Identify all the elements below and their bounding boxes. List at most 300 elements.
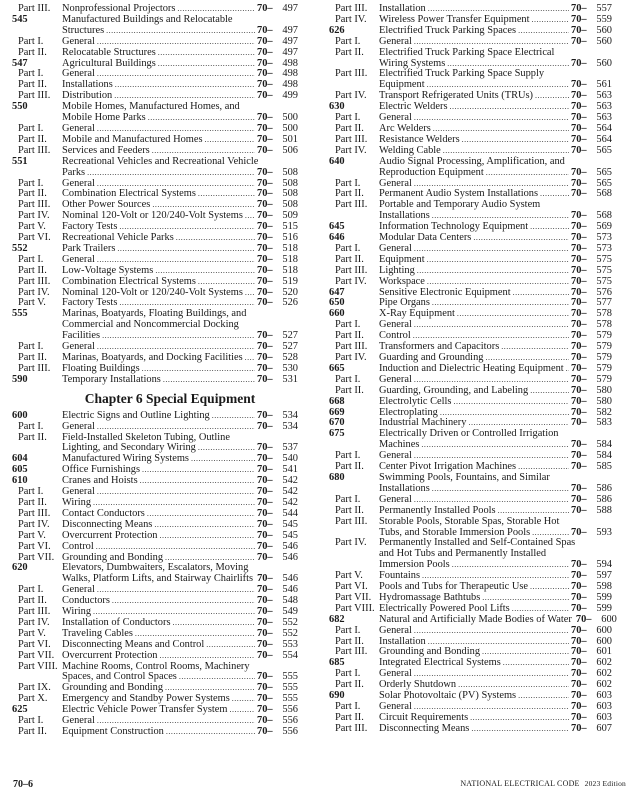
page-prefix: 70–	[571, 384, 587, 396]
title-line: Guarding, Grounding, and Labeling	[379, 384, 529, 396]
title-line: General	[379, 493, 412, 505]
page-reference[interactable]	[571, 397, 612, 408]
page-prefix: 70–	[571, 308, 587, 320]
title-line: Elevators, Dumbwaiters, Escalators, Moving	[62, 562, 249, 574]
page-reference[interactable]	[571, 277, 612, 288]
toc-part-entry[interactable]	[12, 618, 298, 629]
article-number: 630	[329, 101, 345, 113]
page-prefix: 70–	[257, 24, 273, 36]
dot-leader	[115, 80, 255, 91]
article-number: 675	[329, 428, 345, 440]
page-prefix: 70–	[257, 3, 273, 14]
toc-part-entry[interactable]	[12, 509, 298, 520]
toc-part-entry[interactable]	[12, 37, 298, 48]
title-line: Manufactured Wiring Systems	[62, 453, 189, 465]
dot-leader	[117, 244, 255, 255]
page-prefix: 70–	[571, 679, 587, 691]
page-number-ref: 506	[282, 144, 298, 156]
page-prefix: 70–	[257, 595, 273, 607]
part-label: Part I.	[18, 715, 44, 727]
page-prefix: 70–	[257, 166, 273, 178]
entry-title	[62, 651, 298, 662]
edition-label: 2023 Edition	[584, 779, 626, 788]
page-prefix: 70–	[571, 341, 587, 353]
title-line: Marinas, Boatyards, Floating Buildings, and	[62, 308, 247, 320]
title-line: Lighting	[379, 264, 415, 276]
page-reference[interactable]	[257, 422, 298, 433]
dot-leader	[158, 48, 255, 59]
toc-article-entry[interactable]	[329, 309, 612, 320]
page-prefix: 70–	[571, 253, 587, 265]
part-label: Part I.	[18, 341, 44, 353]
page-reference[interactable]	[257, 553, 298, 564]
toc-article-entry[interactable]	[329, 691, 612, 702]
page-number-ref: 546	[282, 540, 298, 552]
page-number-ref: 563	[596, 112, 612, 124]
page-number-ref: 580	[596, 395, 612, 407]
page-prefix: 70–	[571, 570, 587, 582]
page-reference[interactable]	[257, 411, 298, 422]
article-number: 625	[12, 704, 28, 716]
page-reference[interactable]	[571, 168, 612, 179]
part-label: Part I.	[18, 584, 44, 596]
page-number-ref: 579	[596, 330, 612, 342]
page-number-ref: 600	[596, 624, 612, 636]
title-line: Industrial Machinery	[379, 417, 467, 429]
toc-part-entry[interactable]	[329, 124, 612, 135]
toc-article-entry[interactable]	[329, 473, 612, 495]
toc-part-entry[interactable]	[329, 37, 612, 48]
title-line: Facilities	[62, 330, 101, 342]
page-number-ref: 546	[282, 551, 298, 563]
dot-leader	[513, 288, 569, 299]
toc-part-entry[interactable]	[329, 244, 612, 255]
page-prefix: 70–	[257, 362, 273, 374]
page-reference[interactable]	[571, 724, 612, 735]
page-number-ref: 580	[596, 384, 612, 396]
page-number-ref: 508	[282, 177, 298, 189]
toc-article-entry[interactable]	[12, 454, 298, 465]
article-number: 640	[329, 155, 345, 167]
toc-part-entry[interactable]	[12, 487, 298, 498]
toc-article-entry[interactable]	[329, 613, 617, 626]
page-prefix: 70–	[257, 144, 273, 156]
page-prefix: 70–	[257, 57, 273, 69]
page-reference[interactable]	[571, 528, 612, 539]
title-line: Wireless Power Transfer Equipment	[379, 13, 530, 25]
part-label: Part III.	[335, 68, 368, 80]
page-reference[interactable]	[257, 651, 298, 662]
dot-leader	[414, 320, 569, 331]
toc-article-entry[interactable]	[329, 233, 612, 244]
page-number-ref: 540	[282, 453, 298, 465]
title-line: Orderly Shutdown	[379, 679, 457, 691]
title-line: Electrified Truck Parking Space Supply	[379, 68, 545, 80]
title-line: General	[62, 486, 95, 498]
part-label: Part I.	[335, 450, 361, 462]
title-line: General	[379, 35, 412, 47]
part-label: Part III.	[335, 341, 368, 353]
toc-part-entry[interactable]	[329, 386, 612, 397]
dot-leader	[518, 691, 569, 702]
toc-part-entry[interactable]	[329, 255, 612, 266]
title-line: Integrated Electrical Systems	[379, 657, 501, 669]
part-label: Part II.	[335, 635, 364, 647]
title-line: Electrically Driven or Controlled Irrigation	[379, 428, 559, 440]
page-prefix: 70–	[571, 450, 587, 462]
dot-leader	[198, 443, 255, 454]
page-number-ref: 561	[596, 79, 612, 91]
toc-article-entry[interactable]	[329, 429, 612, 451]
page-prefix: 70–	[257, 68, 273, 80]
entry-title	[62, 375, 298, 386]
part-label: Part II.	[18, 264, 47, 276]
page-prefix: 70–	[257, 584, 273, 596]
page-number-ref: 526	[282, 297, 298, 309]
toc-part-entry[interactable]	[12, 69, 298, 80]
title-line: General	[62, 420, 95, 432]
title-line: Grounding and Bonding	[379, 646, 481, 658]
page-reference[interactable]	[257, 277, 298, 288]
title-line: Commercial and Noncommercial Docking	[62, 319, 239, 331]
page-reference[interactable]	[257, 531, 298, 542]
title-line: Portable and Temporary Audio System	[379, 199, 541, 211]
page-number-ref: 584	[596, 450, 612, 462]
page-prefix: 70–	[257, 297, 273, 309]
toc-article-entry[interactable]	[12, 102, 298, 124]
page-prefix: 70–	[257, 496, 273, 508]
page-number-ref: 518	[282, 242, 298, 254]
title-line: Factory Tests	[62, 221, 118, 233]
page-prefix: 70–	[257, 210, 273, 222]
dot-leader	[206, 640, 255, 651]
article-number: 545	[12, 13, 28, 25]
dot-leader	[566, 364, 569, 375]
article-number: 690	[329, 690, 345, 702]
title-line: Grounding and Bonding	[62, 682, 164, 694]
title-line: General	[379, 242, 412, 254]
page-prefix: 70–	[257, 616, 273, 628]
dot-leader	[160, 651, 256, 662]
page-number-ref: 586	[596, 493, 612, 505]
page-prefix: 70–	[257, 275, 273, 287]
toc-part-entry[interactable]	[329, 702, 612, 713]
page-reference[interactable]	[257, 375, 298, 386]
page-number-ref: 575	[596, 253, 612, 265]
toc-part-entry[interactable]	[12, 288, 298, 299]
title-line: Wiring	[62, 606, 92, 618]
page-number-ref: 552	[282, 616, 298, 628]
article-number: 680	[329, 471, 345, 483]
part-label: Part V.	[18, 529, 46, 541]
part-label: Part VIII.	[18, 660, 58, 672]
toc-part-entry[interactable]	[329, 266, 612, 277]
part-label: Part II.	[335, 461, 364, 473]
toc-article-entry[interactable]	[329, 26, 612, 37]
article-number: 604	[12, 453, 28, 465]
dot-leader	[530, 386, 569, 397]
page-number-ref: 534	[282, 409, 298, 421]
page-reference[interactable]	[257, 37, 298, 48]
page-prefix: 70–	[571, 319, 587, 331]
toc-part-entry[interactable]	[12, 422, 298, 433]
toc-article-entry[interactable]	[12, 563, 298, 585]
article-number: 551	[12, 155, 28, 167]
page-reference[interactable]	[571, 626, 612, 637]
page-number-ref: 508	[282, 199, 298, 211]
part-label: Part III.	[335, 199, 368, 211]
toc-part-entry[interactable]	[329, 200, 612, 222]
title-line: General	[62, 68, 95, 80]
dot-leader	[245, 353, 255, 364]
article-number: 647	[329, 286, 345, 298]
page-reference[interactable]	[571, 37, 612, 48]
page-reference[interactable]	[571, 462, 612, 473]
toc-article-entry[interactable]	[12, 59, 298, 70]
part-label: Part III.	[335, 515, 368, 527]
title-line: Contact Conductors	[62, 507, 145, 519]
dot-leader	[414, 37, 569, 48]
page-prefix: 70–	[571, 581, 587, 593]
page-prefix: 70–	[257, 90, 273, 102]
toc-article-entry[interactable]	[329, 102, 612, 113]
part-label: Part I.	[18, 420, 44, 432]
title-line: Other Power Sources	[62, 199, 151, 211]
page-prefix: 70–	[257, 420, 273, 432]
title-line: Mobile Home Parks	[62, 112, 146, 124]
page-prefix: 70–	[571, 417, 587, 429]
toc-part-entry[interactable]	[12, 189, 298, 200]
title-line: Equipment	[379, 79, 425, 91]
part-label: Part IV.	[335, 90, 367, 102]
toc-part-entry[interactable]	[12, 596, 298, 607]
toc-part-entry[interactable]	[12, 233, 298, 244]
toc-part-entry[interactable]	[12, 662, 298, 684]
page-number-ref: 602	[596, 668, 612, 680]
dot-leader	[97, 422, 255, 433]
page-reference[interactable]	[257, 298, 298, 309]
article-number: 550	[12, 101, 28, 113]
page-prefix: 70–	[257, 221, 273, 233]
page-reference[interactable]	[257, 542, 298, 553]
toc-part-entry[interactable]	[329, 135, 612, 146]
toc-article-entry[interactable]	[12, 375, 298, 386]
title-line: Mobile Homes, Manufactured Homes, and	[62, 101, 240, 113]
part-label: Part II.	[335, 384, 364, 396]
page-reference[interactable]	[571, 418, 612, 429]
page-number-ref: 597	[596, 570, 612, 582]
toc-part-entry[interactable]	[329, 320, 612, 331]
page-number-ref: 583	[596, 417, 612, 429]
page-number-ref: 555	[282, 671, 298, 683]
toc-part-entry[interactable]	[12, 255, 298, 266]
page-prefix: 70–	[257, 373, 273, 385]
toc-article-entry[interactable]	[12, 411, 298, 422]
entry-title	[379, 48, 612, 70]
toc-article-entry[interactable]	[12, 476, 298, 487]
page-prefix: 70–	[571, 3, 587, 14]
toc-part-entry[interactable]	[329, 506, 612, 517]
toc-part-entry[interactable]	[12, 531, 298, 542]
toc-article-entry[interactable]	[12, 309, 298, 342]
title-line: Welding Cable	[379, 144, 441, 156]
title-line: Grounding and Bonding	[62, 551, 164, 563]
toc-part-entry[interactable]	[329, 113, 612, 124]
toc-article-entry[interactable]	[12, 465, 298, 476]
article-number: 552	[12, 242, 28, 254]
toc-part-entry[interactable]	[12, 498, 298, 509]
title-line: General	[62, 35, 95, 47]
toc-part-entry[interactable]	[329, 538, 612, 571]
page-number-ref: 569	[596, 221, 612, 233]
page-reference[interactable]	[571, 506, 612, 517]
title-line: Low-Voltage Systems	[62, 264, 154, 276]
page-number-ref: 534	[282, 420, 298, 432]
article-number: 555	[12, 308, 28, 320]
part-label: Part VI.	[18, 540, 51, 552]
toc-article-entry[interactable]	[329, 288, 612, 299]
page-number-ref: 501	[282, 133, 298, 145]
toc-article-entry[interactable]	[329, 157, 612, 179]
page-reference[interactable]	[571, 59, 612, 70]
page-prefix: 70–	[257, 649, 273, 661]
toc-left-column	[12, 4, 298, 738]
page-number-ref: 499	[282, 90, 298, 102]
dot-leader	[432, 484, 569, 495]
part-label: Part III.	[335, 264, 368, 276]
page-number-ref: 498	[282, 79, 298, 91]
page-number-ref: 556	[282, 726, 298, 737]
toc-part-entry[interactable]	[329, 669, 612, 680]
page-number-ref: 593	[596, 526, 612, 538]
page-number-ref: 585	[596, 461, 612, 473]
toc-part-entry[interactable]	[12, 135, 298, 146]
page-reference[interactable]	[571, 386, 612, 397]
toc-part-entry[interactable]	[329, 91, 612, 102]
toc-article-entry[interactable]	[329, 364, 612, 375]
page-number-ref: 579	[596, 362, 612, 374]
title-line: Park Trailers	[62, 242, 116, 254]
page-prefix: 70–	[257, 253, 273, 265]
part-label: Part III.	[18, 199, 51, 211]
toc-article-entry[interactable]	[12, 244, 298, 255]
title-line: Services and Feeders	[62, 144, 150, 156]
title-line: Conductors	[62, 595, 110, 607]
toc-article-entry[interactable]	[329, 408, 612, 419]
title-line: Electrolytic Cells	[379, 395, 452, 407]
page-prefix: 70–	[571, 690, 587, 702]
page-reference[interactable]	[571, 189, 612, 200]
toc-part-entry[interactable]	[12, 80, 298, 91]
part-label: Part I.	[335, 668, 361, 680]
article-number: 600	[12, 409, 28, 421]
toc-part-entry[interactable]	[329, 48, 612, 70]
page-reference[interactable]	[257, 48, 298, 59]
toc-part-entry[interactable]	[329, 517, 612, 539]
toc-part-entry[interactable]	[329, 626, 612, 637]
part-label: Part VI.	[18, 638, 51, 650]
title-line: Modular Data Centers	[379, 232, 472, 244]
toc-article-entry[interactable]	[12, 157, 298, 179]
page-number-ref: 600	[596, 635, 612, 647]
toc-part-entry[interactable]	[329, 724, 612, 735]
toc-part-entry[interactable]	[329, 713, 612, 724]
page-number-ref: 497	[282, 35, 298, 47]
part-label: Part III.	[335, 133, 368, 145]
toc-article-entry[interactable]	[12, 15, 298, 37]
page-number-ref: 542	[282, 486, 298, 498]
page-prefix: 70–	[571, 406, 587, 418]
page-reference[interactable]	[257, 146, 298, 157]
page-reference[interactable]	[257, 91, 298, 102]
dot-leader	[147, 509, 255, 520]
toc-article-entry[interactable]	[329, 298, 612, 309]
page-reference[interactable]	[257, 727, 298, 738]
toc-part-entry[interactable]	[329, 277, 612, 288]
page-prefix: 70–	[571, 122, 587, 134]
entry-title	[62, 48, 298, 59]
toc-part-entry[interactable]	[329, 69, 612, 91]
title-line: Control	[62, 540, 94, 552]
toc-article-entry[interactable]	[12, 705, 298, 716]
part-label: Part III.	[18, 275, 51, 287]
page-prefix: 70–	[257, 46, 273, 58]
page-number-ref: 531	[282, 373, 298, 385]
toc-article-entry[interactable]	[329, 658, 612, 669]
page-reference[interactable]	[571, 146, 612, 157]
page-number-ref: 588	[596, 504, 612, 516]
page-reference[interactable]	[257, 168, 298, 179]
toc-part-entry[interactable]	[12, 48, 298, 59]
page-number-ref: 500	[282, 112, 298, 124]
title-line: Factory Tests	[62, 297, 118, 309]
dot-leader	[414, 244, 569, 255]
title-line: General	[379, 450, 412, 462]
entry-title	[62, 542, 298, 553]
dot-leader	[198, 189, 255, 200]
dot-leader	[229, 705, 255, 716]
toc-part-entry[interactable]	[12, 727, 298, 738]
page-reference[interactable]	[257, 4, 298, 15]
toc-part-entry[interactable]	[12, 542, 298, 553]
part-label: Part II.	[18, 188, 47, 200]
page-number-ref: 497	[282, 46, 298, 58]
dot-leader	[417, 266, 569, 277]
part-label: Part VI.	[18, 232, 51, 244]
dot-leader	[421, 440, 569, 451]
toc-part-entry[interactable]	[12, 353, 298, 364]
page-prefix: 70–	[257, 551, 273, 563]
page-number-ref: 552	[282, 627, 298, 639]
page-number-ref: 556	[282, 715, 298, 727]
part-label: Part III.	[18, 144, 51, 156]
toc-part-entry[interactable]	[12, 211, 298, 222]
page-prefix: 70–	[257, 341, 273, 353]
toc-part-entry[interactable]	[12, 277, 298, 288]
page-prefix: 70–	[257, 177, 273, 189]
title-line: Cranes and Hoists	[62, 475, 138, 487]
part-label: Part IV.	[335, 13, 367, 25]
dot-leader	[97, 585, 255, 596]
page-prefix: 70–	[571, 701, 587, 712]
title-line: Installations	[379, 482, 430, 494]
toc-part-entry[interactable]	[12, 433, 298, 455]
toc-part-entry[interactable]	[12, 651, 298, 662]
toc-part-entry[interactable]	[12, 585, 298, 596]
toc-article-entry[interactable]	[329, 397, 612, 408]
part-label: Part I.	[18, 68, 44, 80]
page-number-ref: 554	[282, 649, 298, 661]
